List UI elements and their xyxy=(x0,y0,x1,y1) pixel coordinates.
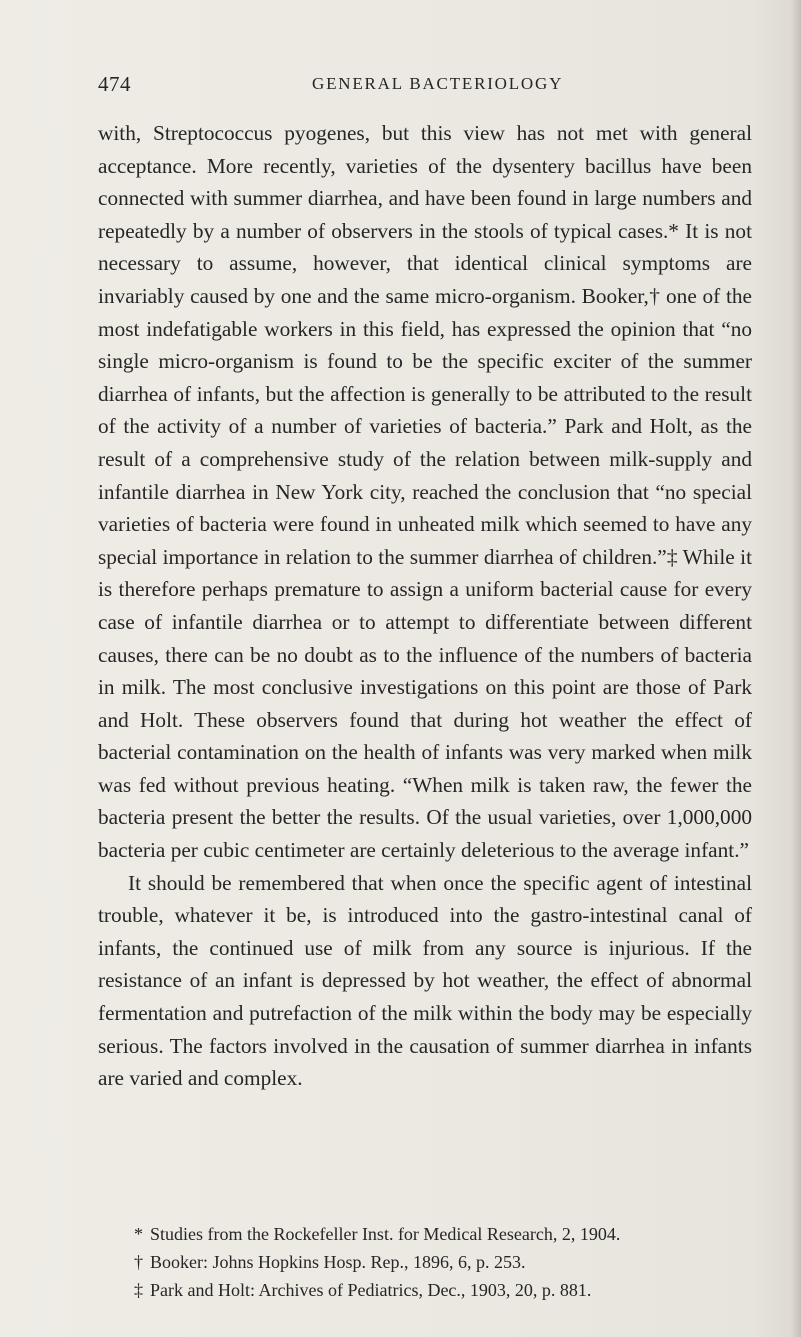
page-edge-shadow xyxy=(791,0,801,1337)
paragraph-1: with, Streptococcus pyogenes, but this view has not met with general acceptance. More recently, varieties of the dysentery bacillus have been connected with summer diarrhea, and have been found in large numbers and repeatedly by a number of observers in the stools of typical cases.* It is not necessary to assume, however, that identical clinical symptoms are invariably caused by one and the same micro-organism. Booker,† one of the most indefatigable workers in this field, has expressed the opinion that “no single micro-organism is found to be the specific exciter of the summer diarrhea of infants, but the affection is generally to be attributed to the result of the activity of a number of varieties of bacteria.” Park and Holt, as the result of a comprehensive study of the relation between milk-supply and infantile diarrhea in New York city, reached the conclusion that “no special varieties of bacteria were found in unheated milk which seemed to have any special importance in relation to the summer diarrhea of children.”‡ While it is therefore perhaps premature to assign a uniform bacterial cause for every case of infantile diarrhea or to attempt to differentiate between different causes, there can be no doubt as to the influence of the numbers of bacteria in milk. The most conclusive investigations on this point are those of Park and Holt. These observers found that during hot weather the effect of bacterial contamination on the health of infants was very marked when milk was fed without previous heating. “When milk is taken raw, the fewer the bacteria present the better the results. Of the usual varieties, over 1,000,000 bacteria per cubic centimeter are certainly deleterious to the average infant.” xyxy=(98,121,752,863)
footnotes xyxy=(134,1220,754,1304)
footnote-text: Studies from the Rockefeller Inst. for Medical Research, 2, 1904. xyxy=(150,1224,621,1244)
footnote-marker: * xyxy=(134,1224,143,1244)
body-text xyxy=(98,117,752,1095)
footnote-1 xyxy=(134,1220,754,1248)
paragraph-2: It should be remembered that when once the specific agent of intestinal trouble, whatever it be, is introduced into the gastro-intestinal canal of infants, the continued use of milk from any source is injurious. If the resistance of an infant is depressed by hot weather, the effect of abnormal fermentation and putrefaction of the milk within the body may be especially serious. The factors involved in the causation of summer diarrhea in infants are varied and complex. xyxy=(98,870,752,1091)
footnote-3 xyxy=(134,1276,754,1304)
page-number: 474 xyxy=(98,72,131,96)
footnote-marker: † xyxy=(134,1252,143,1272)
footnote-text: Park and Holt: Archives of Pediatrics, Dec., 1903, 20, p. 881. xyxy=(150,1280,592,1300)
running-title: GENERAL BACTERIOLOGY xyxy=(312,74,564,93)
footnote-2 xyxy=(134,1248,754,1276)
footnote-marker: ‡ xyxy=(134,1280,143,1300)
page-header xyxy=(98,72,738,102)
footnote-text: Booker: Johns Hopkins Hosp. Rep., 1896, 6, p. 253. xyxy=(150,1252,526,1272)
